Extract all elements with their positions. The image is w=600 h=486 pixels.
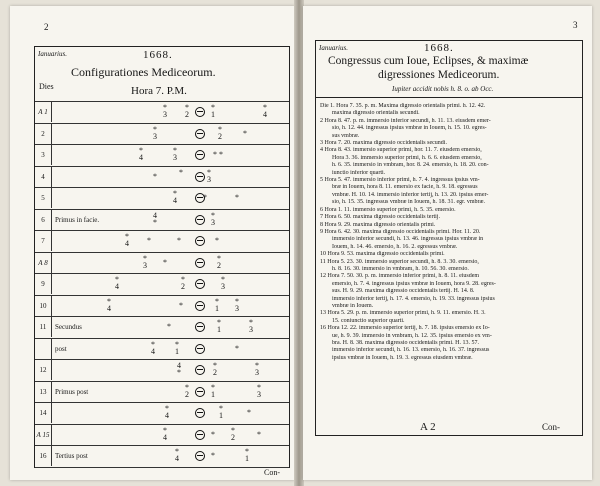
table-row [35,144,289,165]
column-divider [51,253,52,273]
satellite-mark: 4 [173,196,177,205]
observation-line: iunctio inferior quarti. [332,169,386,176]
day-number: 5 [41,194,45,202]
left-page [10,6,295,480]
jupiter-disc [195,129,205,139]
table-row [35,123,289,144]
column-divider [51,425,52,445]
page-number: 2 [44,22,49,32]
observation-line: ue, h. 9. 39. immersio in vmbram, h. 12. 35. ipsius emersio ex vm- [332,332,492,339]
observation-line: 5 Hora 5. 47. immersio inferior primi, h. 7. 4. ingressus ipsius vm- [320,177,480,184]
day-number: 10 [39,301,47,310]
observation-line: immersio inferior secundi, h. 16. 13. emersio, h. 16. 37. ingressus [332,347,490,354]
satellite-mark: 2 [213,368,217,377]
page-subtitle: Hora 7. P.M. [131,85,187,97]
catchword: Con- [542,422,560,432]
table-row [35,230,289,251]
table-row [35,381,289,402]
page-title-line-1: Congressus cum Ioue, Eclipses, & maximæ [328,55,529,67]
satellite-mark: 3 [235,303,239,313]
satellite-mark: 3 [163,110,167,119]
column-divider [51,210,52,230]
satellite-mark: * [139,146,143,155]
satellite-mark: 4 [139,153,143,162]
page-subtitle: Iupiter accidit nobis h. 8. o. ab Occ. [392,85,494,93]
dies-label: Dies [39,82,54,91]
table-row [35,101,289,122]
jupiter-disc [195,150,205,160]
observation-line: Hora 3. 36. immersio superior primi, h. 6. 6. eiusdem emersio, [332,154,482,161]
satellite-mark: * [163,425,167,435]
satellite-mark: * [151,339,155,349]
satellite-mark: 3 [153,131,157,141]
satellite-mark: * * [213,150,223,159]
year-heading: 1668. [424,42,454,54]
day-number: A 1 [38,108,48,116]
day-number: 6 [41,215,45,224]
satellite-mark: 4 [153,210,157,220]
table-row [35,402,289,423]
satellite-mark: 3 [207,174,211,184]
day-number: A 8 [38,258,48,267]
satellite-mark: 2 [185,389,189,399]
jupiter-disc [195,215,205,225]
observation-line: immersio inferior secundi, h. 13. 46. ingressus ipsius vmbræ in [332,236,484,243]
satellite-mark: 4 [263,110,267,119]
day-number: 16 [39,452,47,460]
observation-line: sio, h. 12. 44. ingressus ipsius vmbræ in Iouem, h. 15. 10. egres- [332,125,487,132]
observation-line: 4 Hora 8. 43. immersio superior primi, hor. 11. 7. eiusdem emersio, [320,147,482,154]
day-number: 3 [41,151,45,159]
observation-line: 8 Hora 9. 29. maxima digressio orientalis primi. [320,221,436,228]
column-divider [51,188,52,208]
month-label: Ianuarius. [38,50,67,58]
jupiter-disc [195,279,205,289]
table-row [35,359,289,380]
satellite-mark: 3 [249,325,253,334]
jupiter-disc [195,451,205,461]
day-number [35,339,51,359]
satellite-mark: 1 [175,346,179,356]
observation-line: sus. H. 9. 29. maxima digressio occidentalis tertij. H. 14. 8. [332,288,475,295]
column-divider [51,317,52,337]
satellite-mark: * [213,361,217,370]
configurations-table [34,46,290,468]
satellite-mark: * [245,447,249,456]
satellite-mark: * [247,408,251,417]
satellite-mark: 1 [219,411,223,420]
table-row [35,445,289,466]
observation-line: 3 Hora 7. 20. maxima digressio occidentalis secundi. [320,140,447,147]
day-number: 12 [39,366,47,374]
day-number: 4 [41,172,45,181]
observation-line: 10 Hora 9. 53. maxima digressio occidentalis primi. [320,251,445,258]
satellite-mark: * [125,232,129,241]
header-rule [316,97,582,98]
satellite-mark: * [211,103,215,112]
satellite-mark: * [215,296,219,306]
day-number: 14 [39,409,47,417]
satellite-mark: * [203,193,207,202]
column-divider [51,167,52,187]
satellite-mark: * [181,275,185,284]
satellite-mark: * [235,296,239,306]
satellite-mark: * [173,146,177,155]
observation-line: 2 Hora 8. 47. p. m. immersio inferior secundi, h. 11. 13. eiusdem emer- [320,117,491,124]
satellite-mark: 3 [143,260,147,270]
satellite-mark: 2 [185,110,189,119]
satellite-mark: 4 [177,361,181,370]
satellite-mark: 2 [181,282,185,291]
satellite-mark: * [177,368,181,377]
observations-frame [315,40,583,436]
observation-line: vmbræ in Iouem. [332,302,374,309]
day-number: 9 [41,280,45,288]
table-row [35,316,289,337]
satellite-mark: 4 [125,239,129,248]
column-divider [51,446,52,466]
satellite-mark: * [207,167,211,177]
observation-line: 15. coniunctio superior quarti. [332,317,405,324]
observation-line: vmbræ. H. 10. 14. immersio inferior tertij, h. 13. 20. ipsius emer- [332,191,489,198]
satellite-mark: * [167,322,171,331]
day-number: 11 [39,323,47,331]
year-heading: 1668. [143,49,173,61]
table-row [35,338,289,359]
satellite-mark: * [243,128,247,138]
satellite-mark: * [185,103,189,112]
satellite-mark: 4 [163,432,167,442]
row-note: Secundus [55,323,82,331]
column-divider [51,360,52,380]
satellite-mark: 1 [215,303,219,313]
satellite-mark: * [147,236,151,245]
satellite-mark: 2 [218,131,222,141]
satellite-mark: * [211,210,215,220]
column-divider [51,274,52,294]
column-divider [51,145,52,165]
right-page [303,6,592,480]
satellite-mark: * [211,382,215,392]
table-row [35,295,289,316]
row-note: Primus post [55,387,89,396]
satellite-mark: * [165,404,169,413]
observation-line: maxima digressio orientalis secundi. [332,110,420,117]
satellite-mark: * [221,275,225,284]
observation-line: sus vmbræ. [332,132,360,139]
row-note: post [55,344,67,353]
table-row [35,187,289,208]
satellite-mark: * [107,296,111,306]
satellite-mark: * [173,189,177,198]
observation-line: bræ in Iouem, hora 8. 11. emersio ex facie, h. 9. 18. egressus [332,184,478,191]
observation-line: 16 Hora 12. 22. immersio superior tertij, h. 7. 18. ipsius emersio ex Io- [320,325,490,332]
satellite-mark: 3 [255,368,259,377]
satellite-mark: * [179,300,183,310]
satellite-mark: * [257,382,261,392]
jupiter-disc [195,365,205,375]
day-number: 13 [39,387,47,396]
table-row [35,273,289,294]
satellite-mark: 3 [257,389,261,399]
day-number: 7 [41,237,45,245]
observation-line: Die 1. Hora 7. 35. p. m. Maxima digressio orientalis primi. h. 12. 42. [320,103,486,109]
satellite-mark: 4 [175,454,179,463]
satellite-mark: * [263,103,267,112]
column-divider [51,403,52,423]
satellite-mark: 1 [217,325,221,334]
page-title-line-2: digressiones Mediceorum. [378,69,500,81]
satellite-mark: * [211,429,215,439]
month-label: Ianuarius. [319,44,348,52]
satellite-mark: * [143,253,147,263]
satellite-mark: * [177,236,181,245]
satellite-mark: 4 [165,411,169,420]
satellite-mark: * [219,404,223,413]
satellite-mark: 1 [245,454,249,463]
satellite-mark: * [163,103,167,112]
satellite-mark: * [218,124,222,134]
satellite-mark: 1 [211,110,215,119]
satellite-mark: 2 [217,260,221,270]
jupiter-disc [195,430,205,440]
observation-line: 12 Hora 7. 50. 30. p. m. immersio inferior primi, h. 8. 11. eiusdem [320,273,480,280]
satellite-mark: * [175,339,179,349]
observation-line: h. 6. 35. immersio in vmbram, hor. 8. 24. emersio, h. 18. 20. con- [332,162,489,169]
jupiter-disc [195,408,205,418]
satellite-mark: * [153,124,157,134]
satellite-mark: 4 [115,282,119,291]
observation-line: 11 Hora 5. 23. 30. immersio superior secundi, h. 8. 3. 30. emersio, [320,258,479,265]
satellite-mark: 4 [151,346,155,356]
observation-line: bra. H. 8. 38. maxima digressio occidentalis primi. H. 13. 57. [332,340,479,346]
table-bottom-rule [35,467,289,468]
satellite-mark: * [153,217,157,227]
satellite-mark: * [257,429,261,439]
day-number: 2 [41,129,45,138]
jupiter-disc [195,172,205,182]
satellite-mark: 2 [231,432,235,442]
satellite-mark: * [235,343,239,353]
observation-line: 13 Hora 5. 29. p. m. immersio superior primi, h. 9. 11. emersio. H. 3. [320,310,486,317]
observation-line: ipsius vmbræ in Iouem, h. 19. 3. egressus eiusdem vmbræ. [332,354,473,361]
satellite-mark: * [115,275,119,284]
jupiter-disc [195,344,205,354]
observation-line: Iouem, h. 14. 46. emersio, h. 16. 2. egressus vmbræ. [332,243,458,250]
satellite-mark: * [249,318,253,327]
day-number: A 15 [36,430,50,439]
observation-line: 9 Hora 6. 42. 30. maxima digressio occidentalis primi. Hor. 11. 20. [320,228,481,235]
satellite-mark: * [153,171,157,181]
page-title: Configurationes Mediceorum. [71,65,216,79]
satellite-mark: * [185,382,189,392]
satellite-mark: * [235,193,239,202]
satellite-mark: * [217,318,221,327]
table-row [35,209,289,230]
signature-mark: A 2 [420,421,436,433]
satellite-mark: 4 [107,303,111,313]
observations-list [320,103,582,362]
column-divider [51,296,52,316]
page-number: 3 [573,20,578,30]
jupiter-disc [195,387,205,397]
satellite-mark: * [163,257,167,267]
satellite-mark: * [211,451,215,460]
observation-line: 6 Hora 1. 11. immersio superior primi, h. 5. 35. emersio. [320,206,456,213]
satellite-mark: 1 [211,389,215,399]
column-divider [51,124,52,144]
observation-line: h. 8. 16. 30. immersio in vmbram, h. 10. 56. 30. emersio. [332,265,469,272]
satellite-mark: * [255,361,259,370]
catchword: Con- [264,468,280,477]
jupiter-disc [195,322,205,332]
jupiter-disc [195,236,205,246]
jupiter-disc [195,258,205,268]
satellite-mark: 3 [173,153,177,162]
table-row [35,424,289,445]
satellite-mark: * [217,253,221,263]
column-divider [51,231,52,251]
column-divider [51,102,52,122]
table-row [35,252,289,273]
satellite-mark: * [179,167,183,177]
satellite-mark: 3 [221,282,225,291]
satellite-mark: * [231,425,235,435]
observation-line: sio, h. 15. 35. ingressus vmbræ in Iouem, h. 18. 31. egr. vmbræ. [332,199,485,206]
column-divider [51,382,52,402]
observation-line: 7 Hora 6. 50. maxima digressio occidentalis tertij. [320,214,440,221]
row-note: Primus in facie. [55,215,100,224]
jupiter-disc [195,301,205,311]
table-row [35,166,289,187]
observation-line: emersio, h. 7. 4. ingressus ipsius vmbræ in Iouem, hora 9. 28. egres- [332,280,496,287]
row-note: Tertius post [55,452,88,460]
satellite-mark: * [175,447,179,456]
observation-line: immersio inferior tertij, h. 17. 4. emersio, h. 19. 33. ingressus ipsius [332,295,495,302]
satellite-mark: 3 [211,217,215,227]
column-divider [51,339,52,359]
satellite-mark: * [215,236,219,245]
jupiter-disc [195,107,205,117]
